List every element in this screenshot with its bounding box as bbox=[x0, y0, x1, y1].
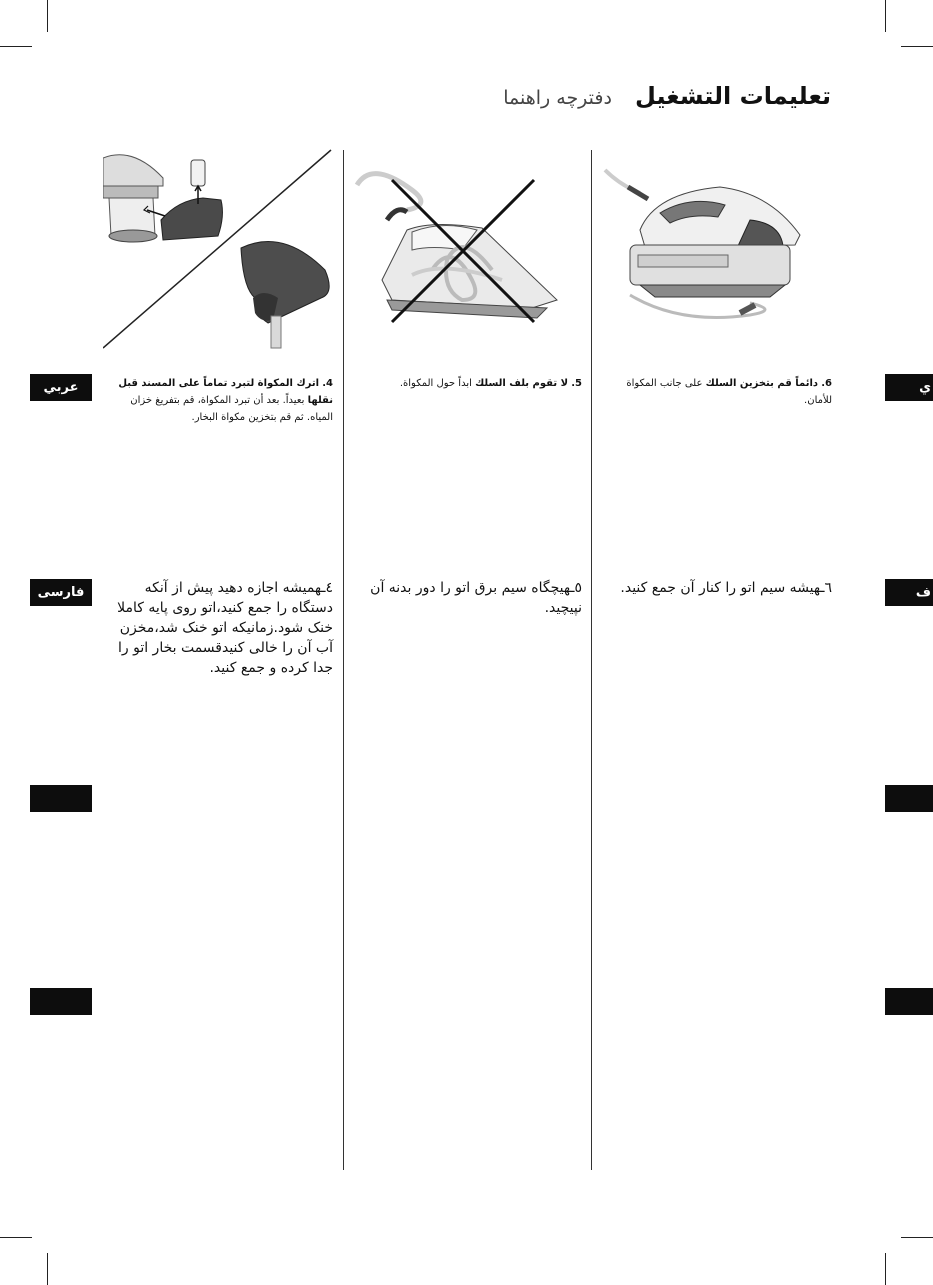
crop-mark bbox=[901, 46, 933, 47]
section-tab-farsi[interactable] bbox=[30, 579, 92, 606]
crop-mark bbox=[0, 1237, 32, 1238]
section-tab-blank[interactable] bbox=[30, 988, 92, 1015]
iron-on-base-illustration bbox=[103, 148, 333, 350]
column-divider bbox=[343, 150, 344, 1170]
crop-mark bbox=[885, 0, 886, 32]
section-tab-blank-right bbox=[885, 988, 933, 1015]
section-tab-arabic[interactable] bbox=[30, 374, 92, 401]
crop-mark bbox=[47, 0, 48, 32]
step-ar-5: 5. لا تقوم بلف السلك ابداً حول المكواة. bbox=[399, 378, 582, 389]
section-tab-farsi-right bbox=[885, 579, 933, 606]
page-subtitle: دفترچه راهنما bbox=[503, 87, 612, 109]
column-divider bbox=[591, 150, 592, 1170]
iron-cord-wrapped-crossed-illustration bbox=[352, 150, 582, 350]
page-header bbox=[503, 82, 831, 110]
section-tab-label: عربي bbox=[43, 380, 79, 395]
step-ar-4: 4. اترك المكواة لتبرد تماماً على المسند قبل نقلها بعيداً. بعد أن تبرد المكواة، قم بتفريغ خزان المياه. ثم قم بتخزين مكواة البخار. bbox=[118, 378, 333, 423]
page-title: تعليمات التشغيل bbox=[635, 82, 831, 110]
step-fa-4: ٤ـهمیشه اجازه دهید پیش از آنکه دستگاه را جمع کنید،اتو روی پایه کاملا خنک شود.زمانیکه اتو خنک شد،مخزن آب آن را خالی کنیدقسمت بخار اتو را جدا کرده و جمع کنید. bbox=[117, 580, 333, 676]
step-fa-5: ٥ـهیچگاه سیم برق اتو را دور بدنه آن نپیچید. bbox=[370, 580, 582, 616]
step-fa-6: ٦ـهیشه سیم اتو را کنار آن جمع کنید. bbox=[620, 580, 832, 596]
crop-mark bbox=[901, 1237, 933, 1238]
iron-cord-stored-illustration bbox=[600, 165, 832, 340]
step-ar-6: 6. دائماً قم بتخزين السلك على جانب المكواة للأمان. bbox=[626, 378, 832, 406]
crop-mark bbox=[885, 1253, 886, 1285]
section-tab-blank-right bbox=[885, 785, 933, 812]
section-tab-blank[interactable] bbox=[30, 785, 92, 812]
section-tab-label: ي bbox=[919, 380, 931, 395]
section-tab-label: ف bbox=[915, 585, 931, 600]
section-tab-arabic-right bbox=[885, 374, 933, 401]
crop-mark bbox=[47, 1253, 48, 1285]
crop-mark bbox=[0, 46, 32, 47]
section-tab-label: فارسی bbox=[37, 585, 85, 600]
